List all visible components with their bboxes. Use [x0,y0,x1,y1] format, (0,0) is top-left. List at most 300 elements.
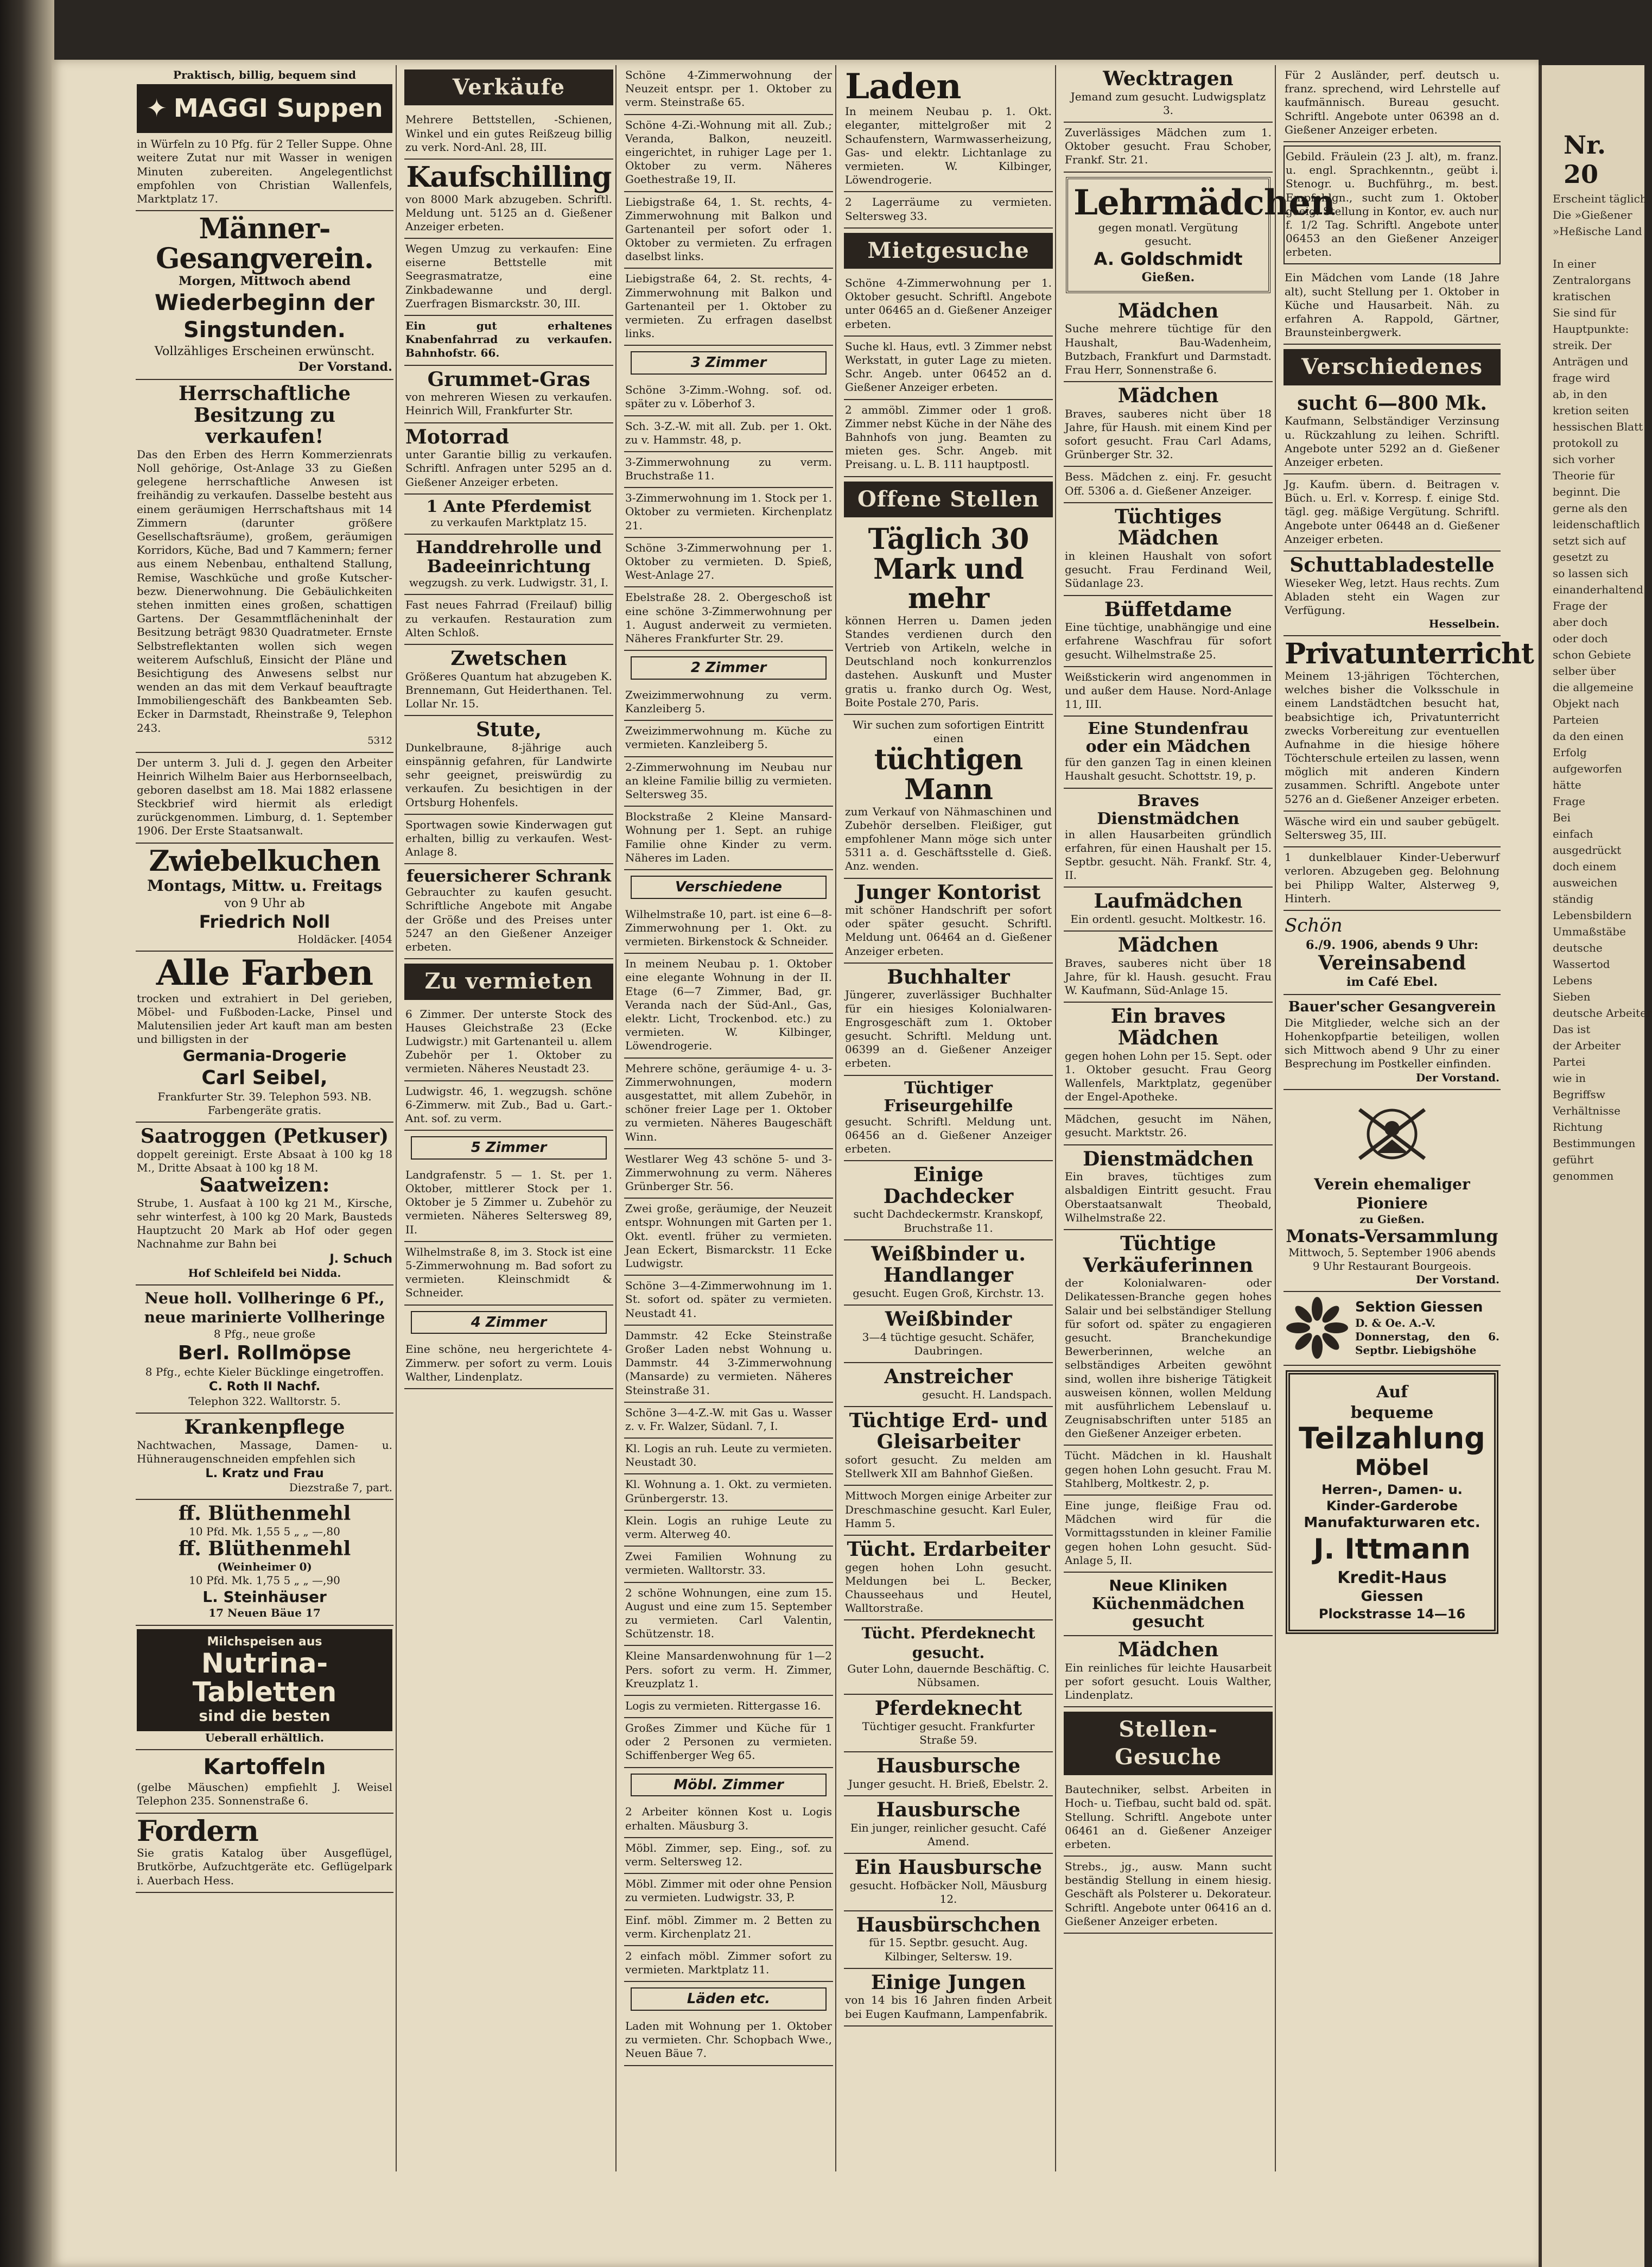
adjacent-page-line: Lebens [1553,974,1592,987]
zwetschen-ad [404,645,613,716]
erdarb-text: gegen hohen Lohn gesucht. Meldungen bei L. Becker, Chausseehaus und Heutel, Walltorstraße. [845,1560,1052,1615]
saat-title: Saatroggen (Petkuser) [140,1125,389,1148]
wecktrager-text: Jemand zum gesucht. Ludwigsplatz 3. [1070,90,1266,117]
lehr-city: Gießen. [1141,270,1195,285]
kliniken-title: Neue Kliniken [1109,1576,1228,1594]
farben-name: Carl Seibel, [201,1066,328,1089]
adjacent-page-line: setzt sich auf [1553,534,1626,547]
adjacent-page-line: Sieben [1553,990,1591,1003]
weizen-addr: Hof Schleifeld bei Nidda. [188,1266,341,1280]
adjacent-page-line: Lebensbildern [1553,909,1632,922]
adjacent-page-line: ständig [1553,892,1594,905]
column-1 [136,65,393,2171]
gesuch-ad: Bautechniker, selbst. Arbeiten in Hoch- u. Tiefbau, sucht bald od. spät. Stellung. Schriftl. Angebote unter 06461 an d. Gießener Anzeiger erbeten. [1064,1780,1273,1857]
adjacent-page-line: selber über [1553,664,1616,677]
section-verschiedenes: Verschiedenes [1284,349,1501,385]
dienst-text: in allen Hausarbeiten gründlich erfahren, für einen Haushalt per 15. Septbr. gesucht. Näh. Frankf. Str. 4, II. [1065,827,1272,882]
sucht-title: sucht 6—800 Mk. [1297,391,1487,415]
adjacent-page [1539,65,1652,2267]
schrank-ad [404,864,613,959]
nutrina-line4: Ueberall erhältlich. [205,1731,324,1744]
edelweiss-icon [1285,1295,1350,1360]
section-verkaeufe: Verkäufe [404,69,613,105]
wohnung-ad: Kl. Logis an ruh. Leute zu vermieten. Neustadt 30. [624,1439,833,1474]
weizen-title: Saatweizen: [199,1174,330,1197]
maenner-sign: Der Vorstand. [298,359,392,374]
buff-title: Büffetdame [1104,598,1232,621]
wohnung-ad: In meinem Neubau p. 1. Oktober eine elegante Wohnung in der II. Etage (6—7 Zimmer, Bad, gr. Veranda nach der Süd-Anl., Gas, elektr. Licht, Trockenbod. etc.) zu vermieten. W. Kilbinger, Löwendrogerie. [624,954,833,1058]
section-offene-stellen: Offene Stellen [844,482,1053,517]
adjacent-page-line: In einer [1553,257,1596,270]
maenner-title: Männer-Gesangverein. [155,212,374,275]
kuechen-ad: Tücht. Mädchen in kl. Haushalt gegen hohen Lohn gesucht. Frau M. Stahlberg, Moltkestr. 2, p. [1064,1446,1273,1496]
jungen-ad [844,1969,1053,2027]
adjacent-page-line: frage wird [1553,371,1610,384]
adjacent-page-line: Frage der [1553,599,1607,612]
kranken-addr: Diezstraße 7, part. [289,1481,392,1495]
adjacent-page-line: sich vorher [1553,453,1615,466]
suche-title: Mädchen [1117,299,1219,322]
verk-title: Tüchtige Verkäuferinnen [1083,1232,1254,1277]
laden-text: In meinem Neubau p. 1. Okt. eleganter, mittelgroßer mit 2 Schaufenstern, Warmwasserheizung, Gas- und elektr. Lichtanlage zu vermieten. W. Kilbinger, Löwendrogerie. [845,105,1052,187]
hausbursche2-ad [844,1796,1053,1854]
schutt-name: Hesselbein. [1428,617,1499,631]
farben-text: trocken und extrahiert in Del gerieben, Möbel- und Fußboden-Lacke, Pinsel und Malutensilien jeder Art kauft man am besten und billigsten in der [137,991,392,1046]
wohnung-ad: 2 schöne Wohnungen, eine zum 15. August und eine zum 15. September zu vermieten. Carl Valentin, Schützenstr. 18. [624,1583,833,1647]
adjacent-page-line: Bei [1553,811,1571,824]
privat-title: Privatunterricht [1285,637,1534,671]
heading-verschiedene: Verschiedene [631,876,827,899]
adjacent-page-line: ausweichen [1553,876,1618,889]
kauf-title: Kaufschilling [406,160,612,194]
friseur-title: Tüchtiger Friseurgehilfe [884,1078,1013,1116]
wohnung-ad: Dammstr. 42 Ecke Steinstraße Großer Laden nebst Wohnung u. Dammstr. 44 3-Zimmerwohnung (Mansarde) zu vermieten. Näheres Steinstraße 31. [624,1326,833,1403]
adjacent-page-line: leidenschaftlich [1553,518,1640,531]
heading-4-zimmer: 4 Zimmer [411,1311,607,1334]
adjacent-page-line: Erfolg [1553,746,1587,759]
adjacent-page-line: hessischen Blatt [1553,420,1643,433]
stundenfrau-ad [1064,717,1273,788]
wohnung-ad: 2 Arbeiter können Kost u. Logis erhalten. Mäusburg 3. [624,1802,833,1838]
adjacent-page-line: Zentralorgans [1553,274,1631,287]
reinlich-title: Mädchen [1117,1638,1219,1662]
adjacent-page-line: Die »Gießener [1553,208,1632,221]
buch-title: Buchhalter [887,965,1010,989]
lehr-text: gegen monatl. Vergütung gesucht. [1098,220,1238,248]
adjacent-page-line: schon Gebiete [1553,648,1631,661]
wohnung-ad: Schöne 3—4-Z.-W. mit Gas u. Wasser z. v. Fr. Walzer, Südanl. 7, I. [624,1403,833,1439]
bueffet-ad [1064,596,1273,667]
bluethenmehl-ad [136,1500,393,1625]
stute-text: Dunkelbraune, 8-jährige auch einspännig gefahren, für Landwirte sehr geeignet, preiswürdig zu verkaufen. Zu besichtigen in der Ortsburg Hohenfels. [405,740,612,809]
heringe-ad [136,1286,393,1414]
adjacent-page-line: Objekt nach [1553,697,1619,710]
erdarbeiter2-ad [844,1536,1053,1620]
motorrad-ad [404,423,613,495]
adjacent-page-line: ab, in den [1553,388,1607,401]
wohnung-ad: Kl. Wohnung a. 1. Okt. zu vermieten. Grünbergerstr. 13. [624,1474,833,1510]
dienst-title: Braves Dienstmädchen [1097,791,1240,828]
zwiebel-time: von 9 Uhr ab [224,896,305,910]
brav1-title: Mädchen [1117,384,1219,408]
besser-ad: Bess. Mädchen z. einj. Fr. gesucht Off. 5306 a. d. Gießener Anzeiger. [1064,467,1273,503]
laufmaedchen-ad [1064,888,1273,932]
motor-title: Motorrad [405,425,509,448]
buchhalter-ad [844,964,1053,1076]
pionier-city: zu Gießen. [1359,1213,1425,1226]
tuechtig-text: zum Verkauf von Nähmaschinen und Zubehör derselben. Fleißiger, gut empfohlener Mann möge sich unter 5311 a. d. Geschäftsstelle d. Gieß. Anz. wenden. [845,805,1052,873]
nutrina-ad [136,1626,393,1750]
wohnung-ad: Zweizimmerwohnung m. Küche zu vermieten. Kanzleiberg 5. [624,721,833,757]
kliniken-ad [1064,1573,1273,1636]
fordern-ad [136,1814,393,1893]
adjacent-page-line: Sie sind für [1553,306,1616,319]
wilhelm-ad: Wilhelmstraße 8, im 3. Stock ist eine 5-Zimmerwohnung m. Bad sofort zu vermieten. Kleinschmidt & Schneider. [404,1242,613,1306]
wohnung-ad: Einf. möbl. Zimmer m. 2 Betten zu verm. Kirchenplatz 21. [624,1910,833,1946]
adjacent-page-line: kretion seiten [1553,404,1629,417]
kauf-text: von 8000 Mark abzugeben. Schriftl. Meldung unt. 5125 an d. Gießener Anzeiger erbeten. [405,192,612,233]
wohnung-ad: Zweizimmerwohnung zu verm. Kanzleiberg 5. [624,685,833,721]
adjacent-page-line: Verhältnisse [1553,1104,1621,1117]
besitzung-ad [136,380,393,752]
maggi-brand: MAGGI Suppen [173,93,383,123]
wohnung-ad: Möbl. Zimmer, sep. Eing., sof. zu verm. Seltersweg 12. [624,1838,833,1874]
lauf-text: Ein ordentl. gesucht. Moltkestr. 16. [1070,913,1266,926]
tuechtig-head: Wir suchen zum sofortigen Eintritt einen [852,718,1045,745]
book-binding-edge [0,0,54,2267]
erdarbeiter-ad [844,1407,1053,1486]
bauer-title: Bauer'scher Gesangverein [1288,999,1496,1016]
maenner-main: Wiederbeginn der Singstunden. [155,290,374,343]
nutrina-line1: Milchspeisen aus [207,1635,322,1649]
stunden-text: für den ganzen Tag in einen kleinen Haushalt gesucht. Schottstr. 19, p. [1065,756,1272,783]
zwiebel-name: Friedrich Noll [199,911,331,932]
wohnung-ad: Großes Zimmer und Küche für 1 oder 2 Personen zu vermieten. Schiffenberger Weg 65. [624,1718,833,1768]
weissbinder2-ad [844,1306,1053,1363]
haus3-text: gesucht. Hofbäcker Noll, Mäusburg 12. [849,1878,1047,1905]
section-mietgesuche: Mietgesuche [844,233,1053,269]
erd-title: Tüchtige Erd- und Gleisarbeiter [849,1409,1048,1454]
pferdeknecht-ad [844,1620,1053,1695]
heringe-title: Neue holl. Vollheringe 6 Pf., neue marinierte Vollheringe [144,1289,385,1327]
zwetsch-text: Größeres Quantum hat abzugeben K. Brennemann, Gut Heiderthanen. Tel. Lollar Nr. 15. [405,669,612,711]
weizen-name: J. Schuch [329,1251,392,1266]
jungen-text: von 14 bis 16 Jahren finden Arbeit bei Eugen Kaufmann, Lampenfabrik. [845,1993,1052,2021]
stute-title: Stute, [476,718,542,742]
adjacent-page-line: Erscheint täglich [1553,192,1647,205]
tz-bequeme: bequeme [1350,1403,1434,1423]
taeglich-title: Täglich 30 Mark und mehr [868,522,1029,616]
brav1-text: Braves, sauberes nicht über 18 Jahre, für Haush. mit einem Kind per sofort gesucht. Frau Carl Adams, Grünberger Str. 32. [1065,407,1272,461]
betten-ad: Mehrere Bettstellen, -Schienen, Winkel und ein gutes Reißzeug billig zu verk. Nord-Anl. 28, III. [404,110,613,160]
zwetsch-title: Zwetschen [450,647,567,670]
verkaeuferinnen-ad [1064,1230,1273,1446]
vereinsabend-ad [1284,911,1501,995]
handwritten-note: Schön [1285,914,1343,936]
heringe-addr: Telephon 322. Walltorstr. 5. [188,1394,341,1408]
adjacent-page-line: genommen [1553,1169,1614,1182]
erd-text: sofort gesucht. Zu melden am Stellwerk XII am Bahnhof Gießen. [845,1453,1052,1480]
adjacent-page-line: Das ist [1553,1023,1591,1036]
mietgesuch-ad: 2 ammöbl. Zimmer oder 1 groß. Zimmer nebst Küche in der Nähe des Bahnhofs von jung. Beamten zu mieten ges. Schr. Angeb. mit Preisang. u. L. B. 111 hauptpostl. [844,400,1053,477]
dachdecker-title: Einige Dachdecker [883,1163,1014,1208]
taeglich-ad [844,522,1053,715]
pferde-title: Tücht. Pferdeknecht gesucht. [861,1624,1035,1662]
adjacent-page-line: einanderhaltend [1553,583,1643,596]
schrank-title: feuersicherer Schrank [406,867,611,886]
sportwagen-ad: Sportwagen sowie Kinderwagen gut erhalten, billig zu verkaufen. West-Anlage 8. [404,815,613,865]
maggi-intro: Praktisch, billig, bequem sind [173,68,356,81]
wohnung-ad: Kleine Mansardenwohnung für 1—2 Pers. sofort zu verm. H. Zimmer, Kreuzplatz 1. [624,1646,833,1696]
pferd-title: 1 Ante Pferdemist [426,497,592,516]
bluethen1-price: 10 Pfd. Mk. 1,55 5 „ „ —,80 [189,1525,340,1538]
wohnung-ad: Ebelstraße 28. 2. Obergeschoß ist eine schöne 3-Zimmerwohnung per 1. August anderweit zu vermieten. Näheres Frankfurter Str. 29. [624,587,833,651]
pferdemist-ad [404,495,613,535]
braves2-ad [1064,932,1273,1003]
lauf-title: Laufmädchen [1094,890,1243,913]
knabenfahrrad-ad: Ein gut erhaltenes Knabenfahrrad zu verkaufen. Bahnhofstr. 66. [404,316,613,366]
wecktrager-ad [1064,65,1273,123]
heading-laeden: Läden etc. [631,1987,827,2011]
nutrina-line2: Nutrina-Tabletten [192,1648,337,1708]
adjacent-page-line: deutsche Arbeiter [1553,1006,1652,1019]
hand-text: wegzugsh. zu verk. Ludwigstr. 31, I. [409,576,609,590]
haus2-title: Hausbursche [876,1798,1021,1821]
haus4-text: für 15. Septbr. gesucht. Aug. Kilbinger, Seltersw. 19. [869,1936,1028,1963]
heringe-text1: 8 Pfg., neue große [213,1327,316,1340]
gesuch-ad: Strebs., jg., ausw. Mann sucht beständig Stellung in einem hiesig. Geschäft als Polsterer u. Dekorateur. Schriftl. Angebote unter 06416 an d. Gießener Anzeiger erbeten. [1064,1857,1273,1934]
buff-text: Eine tüchtige, unabhängige und eine erfahrene Waschfrau für sofort gesucht. Wilhelmstraße 25. [1065,620,1272,661]
adjacent-page-line: protokoll zu [1553,436,1619,449]
tz-title: Teilzahlung [1299,1421,1485,1455]
weiss-title: Weißbinder u. Handlanger [871,1242,1026,1287]
wohnung-ad: Logis zu vermieten. Rittergasse 16. [624,1696,833,1718]
buch-text: Jüngerer, zuverlässiger Buchhalter für ein hiesiges Kolonialwaren-Engrosgeschäft zum 1. Oktober gesucht. Schriftl. Meldung unt. 06399 an d. Gießener Anzeiger erbeten. [845,988,1052,1070]
monats-sign: Der Vorstand. [1415,1273,1499,1287]
fordern-title: Fordern [137,1814,258,1848]
heading-moebl-zimmer: Möbl. Zimmer [631,1774,827,1797]
wohnung-ad: Zwei große, geräumige, der Neuzeit entspr. Wohnungen mit Garten per 1. Okt. eventl. früher zu vermieten. Jean Eckert, Bismarckstr. 11 Ecke Ludwigstr. [624,1199,833,1276]
fleissig-ad: Eine junge, fleißige Frau od. Mädchen wird für die Vormittagsstunden in kleiner Familie gegen hohen Lohn gesucht. Süd-Anlage 5, II. [1064,1496,1273,1573]
sektion-title: Sektion Giessen [1355,1299,1483,1316]
zwiebel-days: Montags, Mittw. u. Freitags [147,877,383,895]
farben-ad [136,952,393,1123]
wohnung-ad: Laden mit Wohnung per 1. Oktober zu vermieten. Chr. Schopbach Wwe., Neuen Bäue 7. [624,2016,833,2066]
weissstickerin-ad: Weißstickerin wird angenommen in und außer dem Hause. Nord-Anlage 11, III. [1064,667,1273,717]
wohnung-ad: Möbl. Zimmer mit oder ohne Pension zu vermieten. Ludwigstr. 33, P. [624,1874,833,1910]
maggi-banner [137,84,392,133]
zuverl-ad: Zuverlässiges Mädchen zum 1. Oktober gesucht. Frau Schober, Frankf. Str. 21. [1064,123,1273,173]
adjacent-page-line: »Heßische Land [1553,225,1642,238]
wohnung-ad: Wilhelmstraße 10, part. ist eine 6—8-Zimmerwohnung per 1. Okt. zu vermieten. Birkenstock & Schneider. [624,904,833,954]
page-number: Nr. 20 [1564,130,1606,189]
verloren-ad: 1 dunkelblauer Kinder-Ueberwurf verloren. Abzugeben geg. Belohnung bei Philipp Walter, Alsterweg 9, Hinterh. [1284,847,1501,911]
weiss-text: gesucht. Eugen Groß, Kirchstr. 13. [853,1286,1044,1300]
weizen-text: Strube, 1. Ausfaat à 100 kg 21 M., Kirsche, sehr winterfest, à 100 kg 20 Mark, Bausteds Hauptzucht 20 Mark ab Hof oder gegen Nachnahme zur Bahn bei [137,1196,392,1251]
fordern-text: Sie gratis Katalog über Ausgeflügel, Brutkörbe, Aufzuchtgeräte etc. Geflügelpark i. Auerbach Hess. [137,1846,392,1887]
kontorist-title: Junger Kontorist [856,881,1041,904]
wohnung-ad: Schöne 3-Zimmerwohnung per 1. Oktober zu vermieten. D. Spieß, West-Anlage 27. [624,538,833,588]
wohnung-ad: 3-Zimmerwohnung zu verm. Bruchstraße 11. [624,452,833,488]
adjacent-page-line: deutsche [1553,941,1603,954]
dienstm-title: Dienstmädchen [1083,1147,1254,1170]
adjacent-page-line: streik. Der [1553,339,1612,352]
adjacent-page-line: Richtung [1553,1120,1603,1134]
braves-maedchen-ad [1064,1003,1273,1109]
haus1-title: Hausbursche [876,1755,1021,1778]
kontorist-text: mit schöner Handschrift per sofort oder später gesucht. Schriftl. Meldung unt. 06464 an d. Gießener Anzeiger erbeten. [845,903,1052,958]
privat-text: Meinem 13-jährigen Töchterchen, welches bisher die Volksschule in einem Landstädtchen besucht hat, beabsichtige ich, Privatunterricht zwecks Vorbereitung zur eventuellen Aufnahme in die hiesige höhere Töchterschule erteilen zu lassen, wenn möglich mit anderen Kindern zusammen. Schriftl. Angebote unter 5276 an d. Gießener Anzeiger erbeten. [1285,669,1499,806]
maennergesang-ad [136,211,393,380]
column-4 [844,65,1053,2171]
zim5-ad: Landgrafenstr. 5 — 1. St. per 1. Oktober, mittlerer Stock per 1. Oktober je 5 Zimmer u. Zubehör zu vermieten. Näheres Seltersweg 89, II. [404,1165,613,1242]
wohnung-ad: 3-Zimmerwohnung im 1. Stock per 1. Oktober zu vermieten. Kirchenplatz 21. [624,488,833,538]
verein-title: Vereinsabend [1318,952,1466,975]
tuechtig-big: tüchtigen Mann [874,743,1023,806]
maed-gesucht-ad: Mädchen, gesucht im Nähen, gesucht. Marktstr. 26. [1064,1109,1273,1145]
haus4-title: Hausbürschchen [856,1913,1041,1936]
pioniere-ad [1284,1090,1501,1292]
nutrina-line3: sind die besten [199,1707,331,1725]
column-6 [1284,65,1534,2171]
adjacent-page-line: Theorie für [1553,469,1615,482]
friseur-text: gesucht. Schriftl. Meldung unt. 06456 an d. Gießener Anzeiger erbeten. [845,1114,1052,1155]
hand-title: Handdrehrolle und Badeeinrichtung [416,536,602,577]
pferde2-title: Pferdeknecht [874,1697,1022,1720]
maenner-note: Vollzähliges Erscheinen erwünscht. [154,344,375,359]
grummet-title: Grummet-Gras [427,368,590,391]
tz-moebel: Möbel [1355,1455,1429,1480]
verk-text: der Kolonialwaren- oder Delikatessen-Branche gegen hohes Salair und bei selbständiger Stellung für sofort od. später zu engagieren gesucht. Branchekundige Bewerberinnen, welche an selbständiges Arbeiten gewöhnt sind, wollen ihre bisherige Tätigkeit ausweisen können, wollen Meldung mit ausführlichem Lebenslauf u. Zeugnisabschriften unter 5185 an den Gießener Anzeiger erbeten. [1065,1276,1272,1440]
jungen-title: Einige Jungen [871,1971,1026,1994]
suche-text: Suche mehrere tüchtige für den Haushalt, Bau-Wadenheim, Butzbach, Frankfurt und Darmstadt. Frau Herr, Sonnenstraße 6. [1065,322,1272,376]
bauer-text: Die Mitglieder, welche sich an der Hohenkopfpartie beteiligen, wollen sich Mittwoch abend 9 Uhr zu einer Besprechung im Postkeller einfinden. [1285,1016,1499,1071]
tuechtig-mann-ad [844,715,1053,879]
wecktrager-title: Wecktragen [1103,67,1234,90]
grummet-ad [404,366,613,423]
dresch-ad: Mittwoch Morgen einige Arbeiter zur Dreschmaschine gesucht. Karl Euler, Hamm 5. [844,1486,1053,1536]
friseur-ad [844,1076,1053,1162]
teilzahlung-ad [1286,1370,1498,1634]
wohnung-ad: Klein. Logis an ruhige Leute zu verm. Alterweg 40. [624,1511,833,1547]
tz-kredit: Kredit-Haus [1337,1568,1447,1587]
adjacent-page-line: der Arbeiter [1553,1039,1621,1052]
adjacent-page-line: Wassertod [1553,958,1610,971]
sektion-ad [1284,1292,1501,1366]
adjacent-page-text [1542,192,1652,1182]
tuecht-title: Tüchtiges Mädchen [1115,505,1222,550]
besitzung-text: Das den Erben des Herrn Kommerzienrats Noll gehörige, Ost-Anlage 33 zu Gießen gelegene herrschaftliche Anwesen ist freihändig zu verkaufen. Dasselbe besteht aus einem geräumigen Herrschaftshaus mit 14 Zimmern (darunter größere Gesellschaftsräume), großem, geräumigen Korridors, Küche, Bad und 7 Kammern; ferner aus einem Nebenbau, enthaltend Stallung, Remise, Waschküche und große Kutscher- bezw. Dienerwohnung. Die Gebäulichkeiten stehen inmitten eines großen, schattigen Gartens. Der Gesammtflächeninhalt der Besitzung beträgt 9830 Quadratmeter. Ernste Selbstreflektanten wollen sich wegen weiterem Aufschluß, Einsicht der Pläne und Besichtigung des Anwesens selbst nur wenden an das mit dem Verkauf beauftragte Immobiliengeschäft des Bankbeamten Seb. Ecker in Darmstadt, Rheinstraße 9, Telephon 243. [137,447,392,734]
besitzung-title: Herrschaftliche Besitzung zu verkaufen! [178,382,351,448]
mietgesuch-ad: Suche kl. Haus, evtl. 3 Zimmer nebst Werkstatt, in guter Lage zu mieten. Schr. Angeb. unter 06452 an d. Gießener Anzeiger erbeten. [844,337,1053,400]
heading-2-zimmer: 2 Zimmer [631,656,827,680]
weissbinder-ad [844,1240,1053,1306]
adjacent-page-line: Hauptpunkte: [1553,322,1629,335]
wohnung-ad: Liebigstraße 64, 1. St. rechts, 4-Zimmerwohnung mit Balkon und Gartenanteil per sofort oder 1. Oktober zu vermieten. Zu erfragen daselbst links. [624,192,833,269]
lehr-name: A. Goldschmidt [1094,249,1243,270]
kartoffel-text: (gelbe Mäuschen) empfiehlt J. Weisel Telephon 235. Sonnenstraße 6. [137,1781,392,1808]
gesuch-ad: Gebild. Fräulein (23 J. alt), m. franz. u. engl. Sprachkenntn., geübt i. Stenogr. u. Buchführg., m. best. Empfehlgn., sucht zum 1. Oktober geeig. Stellung in Kontor, ev. auch nur f. 1/2 Tag. Schriftl. Angebote unter 06453 an den Gießener Anzeiger erbeten. [1284,145,1501,265]
schrank-text: Gebrauchter zu kaufen gesucht. Schriftliche Angebote mit Angabe der Größe und des Preises unter 5247 an den Gießener Anzeiger erbeten. [405,885,612,954]
suche-maedchen-ad [1064,297,1273,382]
kranken-text: Nachtwachen, Massage, Damen- u. Hühneraugenschneiden empfehlen sich [137,1438,392,1465]
section-stellen-gesuche: Stellen-Gesuche [1064,1712,1273,1775]
farben-drogerie: Germania-Drogerie [182,1047,347,1065]
adjacent-page-line: Begriffsw [1553,1088,1605,1101]
column-3 [624,65,833,2171]
adjacent-page-line: kratischen [1553,290,1611,303]
dachdecker-ad [844,1161,1053,1240]
dienstmaedchen2-ad [1064,1145,1273,1230]
kaufmann-ad: Jg. Kaufm. übern. d. Beitragen v. Büch. u. Erl. v. Korresp. f. einige Std. tägl. geg. mäßige Vergütung. Schriftl. Angebote unter 06448 an d. Gießener Anzeiger erbeten. [1284,474,1501,552]
dachdecker-text: sucht Dachdeckermstr. Kranskopf, Bruchstraße 11. [853,1207,1044,1234]
zwiebel-addr: Holdäcker. [4054 [297,933,392,946]
braves1-ad [1064,382,1273,467]
dienstm-text: Ein braves, tüchtiges zum alsbaldigen Eintritt gesucht. Frau Oberstaatsanwalt Theobald, Wilhelmstraße 22. [1065,1170,1272,1224]
wohnung-ad: Blockstraße 2 Kleine Mansard-Wohnung per 1. Sept. an ruhige Familie ohne Kinder zu verm. Näheres im Laden. [624,807,833,870]
braves-title: Ein braves Mädchen [1110,1005,1226,1049]
zwiebelkuchen-ad [136,844,393,952]
bauer-ad [1284,995,1501,1090]
tz-giessen: Giessen [1361,1588,1424,1605]
wohnung-ad: Schöne 4-Zimmerwohnung der Neuzeit entspr. per 1. Oktober zu verm. Steinstraße 65. [624,65,833,115]
wohnung-ad: 2-Zimmerwohnung im Neubau nur an kleine Familie billig zu vermieten. Seltersweg 35. [624,757,833,807]
tz-plock: Plockstrasse 14—16 [1318,1606,1466,1622]
adjacent-page-line: Bestimmungen [1553,1137,1636,1150]
anstr-text: gesucht. H. Landspach. [922,1388,1052,1401]
tuechtiges-ad [1064,503,1273,596]
lehrmaedchen-ad [1066,177,1335,293]
saat-text: doppelt gereinigt. Erste Absaat à 100 kg 18 M., Dritte Absaat à 100 kg 18 M. [137,1147,392,1175]
adjacent-page-line: aufgeworfen [1553,762,1622,775]
weiss2-title: Weißbinder [885,1308,1012,1331]
adjacent-page-line: Ummaßstäbe [1553,925,1626,938]
maggi-text: in Würfeln zu 10 Pfg. für 2 Teller Suppe. Ohne weitere Zutat nur mit Wasser in wenigen Minuten zubereiten. Angelegentlichst empfohlen von Christian Wallenfels, Marktplatz 17. [137,137,392,205]
lager-ad: 2 Lagerräume zu vermieten. Seltersweg 33. [844,192,1053,228]
section-vermieten: Zu vermieten [404,964,613,999]
maggi-ad [136,65,393,211]
reinlich-ad [1064,1636,1273,1707]
waesche-ad: Wäsche wird ein und sauber gebügelt. Seltersweg 35, III. [1284,812,1501,847]
schutt-text: Wieseker Weg, letzt. Haus rechts. Zum Abladen steht ein Wagen zur Verfügung. [1285,576,1499,617]
bluethen-name: L. Steinhäuser [202,1588,327,1606]
kontorist-ad [844,879,1053,964]
farben-addr: Frankfurter Str. 39. Telephon 593. NB. Farbengeräte gratis. [157,1090,372,1117]
saatroggen-ad [136,1123,393,1286]
wohnung-ad: Sch. 3-Z.-W. mit all. Zub. per 1. Okt. zu v. Hammstr. 48, p. [624,416,833,452]
wohnung-ad: Schöne 3-Zimm.-Wohng. sof. od. später zu v. Löberhof 3. [624,380,833,416]
hausbursche1-ad [844,1752,1053,1796]
heringe-name: C. Roth II Nachf. [208,1379,321,1394]
maggi-star-icon: ✦ [146,93,167,123]
motor-text: unter Garantie billig zu verkaufen. Schriftl. Anfragen unter 5295 an d. Gießener Anzeiger erbeten. [405,448,612,489]
adjacent-page-line: die allgemeine [1553,681,1634,694]
bluethen2-sub: (Weinheimer 0) [217,1560,312,1573]
pferde2-text: Tüchtiger gesucht. Frankfurter Straße 59. [862,1719,1035,1746]
verein-place: im Café Ebel. [1346,974,1438,989]
besitzung-ref: 5312 [367,734,392,746]
haus2-text: Ein junger, reinlicher gesucht. Café Amend. [850,1821,1047,1848]
stunden-title: Eine Stundenfrau oder ein Mädchen [1085,719,1251,757]
sucht-ad [1284,390,1501,474]
wohnung-ad: Zwei Familien Wohnung zu vermieten. Walltorstr. 33. [624,1547,833,1582]
wohnung-ad: Westlarer Weg 43 schöne 5- und 3-Zimmerwohnung zu verm. Näheres Grünberger Str. 56. [624,1149,833,1199]
nutrina-banner [137,1629,392,1731]
haus3-title: Ein Hausbursche [854,1856,1043,1879]
column-2 [404,65,613,2171]
brav2-text: Braves, sauberes nicht über 18 Jahre, für kl. Haush. gesucht. Frau W. Kaufmann, Süd-Anlage 15. [1065,956,1272,997]
adjacent-page-line: ausgedrückt [1553,844,1622,857]
